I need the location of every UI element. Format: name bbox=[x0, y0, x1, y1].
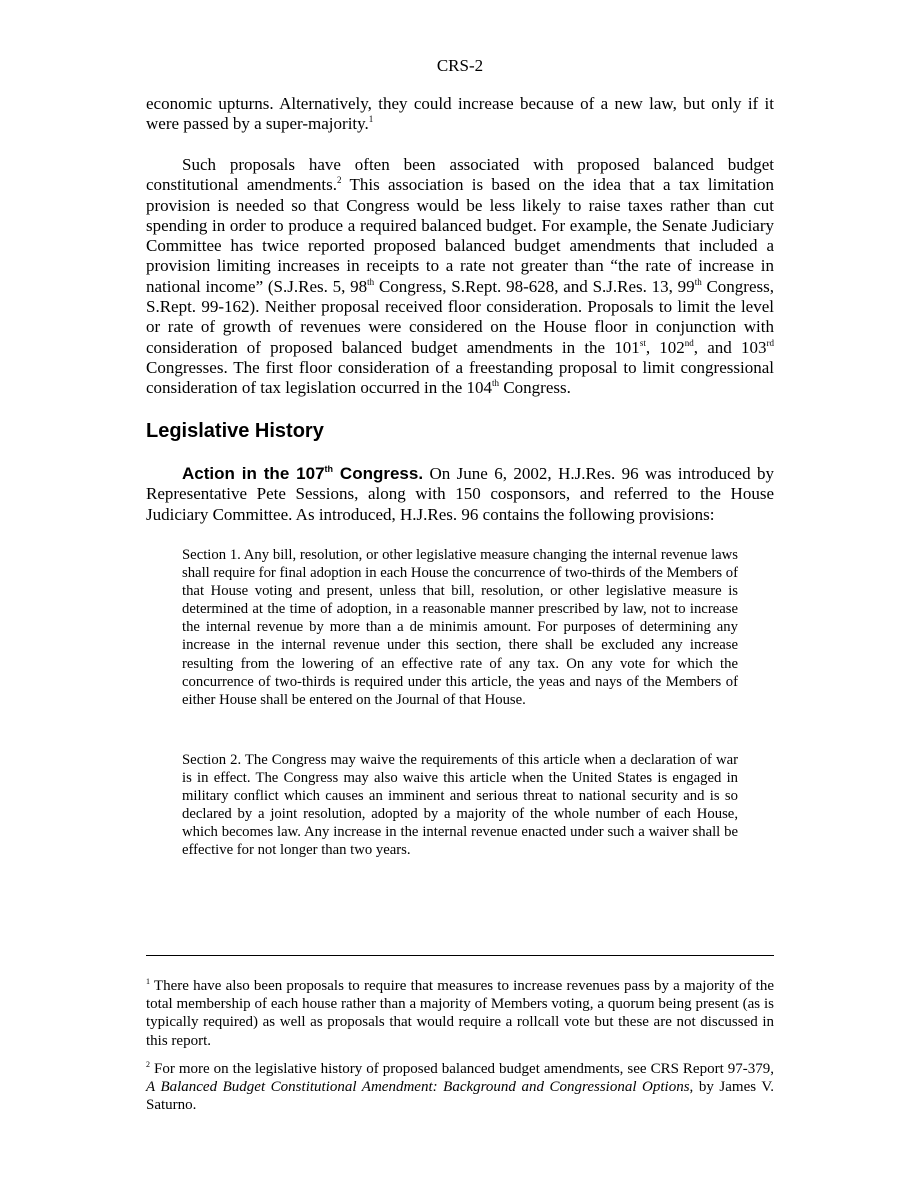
paragraph-proposals: Such proposals have often been associated with proposed balanced budget constitutional amendments.$^2$ This association is based on the idea that a tax limitation provision is needed so that Congress would be less likely to raise taxes rather than cut spending in order to produce a required balanced budget. For example, the Senate Judiciary Committee has twice reported proposed balanced budget amendments that included a provision limiting increases in receipts to a rate not greater than “the rate of increase in national income” (S.J.Res. 5, 98th Congress, S.Rept. 98-628, and S.J.Res. 13, 99th Congress, S.Rept. 99-162). Neither proposal received floor consideration. Proposals to limit the level or rate of growth of revenues were considered on the House floor in conjunction with consideration of proposed balanced budget amendments in the 101st, 102nd, and 103rd Congresses. The first floor consideration of a freestanding proposal to limit congressional consideration of tax legislation occurred in the 104th Congress. bbox=[146, 155, 775, 398]
page-header: CRS-2 bbox=[436, 56, 484, 75]
footnote-ref-1[interactable]: 1 bbox=[368, 114, 374, 125]
footnote-2: $^2$ For more on the legislative history of proposed balanced budget amendments, see CRS Report 97-379, A Balanced Budget Constitutional Amendment: Background and Congressional Options, by James V. Saturno. bbox=[146, 1060, 774, 1114]
report-title: A Balanced Budget Constitutional Amendment: Background and Congressional Options bbox=[146, 1079, 690, 1096]
footnote-ref-2[interactable]: 2 bbox=[337, 175, 342, 186]
section-heading: Legislative History bbox=[146, 420, 324, 442]
block-quote-section-2: Section 2. The Congress may waive the requirements of this article when a declaration of war is in effect. The Congress may also waive this article when the United States is engaged in military conflict which causes an imminent and serious threat to national security and is so declared by a joint resolution, adopted by a majority of the whole number of each House, which becomes law. Any increase in the internal revenue enacted under such a waiver shall be effective for not longer than two years. bbox=[182, 752, 738, 859]
paragraph-action: Action in the 107th Congress. On June 6, 2002, H.J.Res. 96 was introduced by Representative Pete Sessions, along with 150 cosponsors, and referred to the House Judiciary Committee. As introduced, H.J.Res. 96 contains the following provisions: bbox=[146, 464, 775, 524]
paragraph-intro: economic upturns. Alternatively, they could increase because of a new law, but only if it were passed by a super-majority.$^1$ bbox=[146, 94, 774, 134]
footnote-divider bbox=[146, 955, 774, 956]
footnote-1: $^1$ There have also been proposals to require that measures to increase revenues pass by a majority of the total membership of each house rather than a majority of Members voting, a quorum being present (as is typically required) as well as proposals that would require a rollcall vote but these are not discussed in this report. bbox=[146, 977, 774, 1049]
subsection-heading: Action in the 107th Congress. bbox=[182, 464, 424, 483]
block-quote-section-1: Section 1. Any bill, resolution, or other legislative measure changing the internal revenue laws shall require for final adoption in each House the concurrence of two-thirds of the Members of that House voting and present, unless that bill, resolution, or other legislative measure is determined at the time of adoption, in a reasonable manner prescribed by law, not to increase the internal revenue by more than a de minimis amount. For purposes of determining any increase in the internal revenue under this section, there shall be excluded any increase resulting from the lowering of an effective rate of any tax. On any vote for which the concurrence of two-thirds is required under this article, the yeas and nays of the Members of either House shall be entered on the Journal of that House. bbox=[182, 547, 738, 708]
